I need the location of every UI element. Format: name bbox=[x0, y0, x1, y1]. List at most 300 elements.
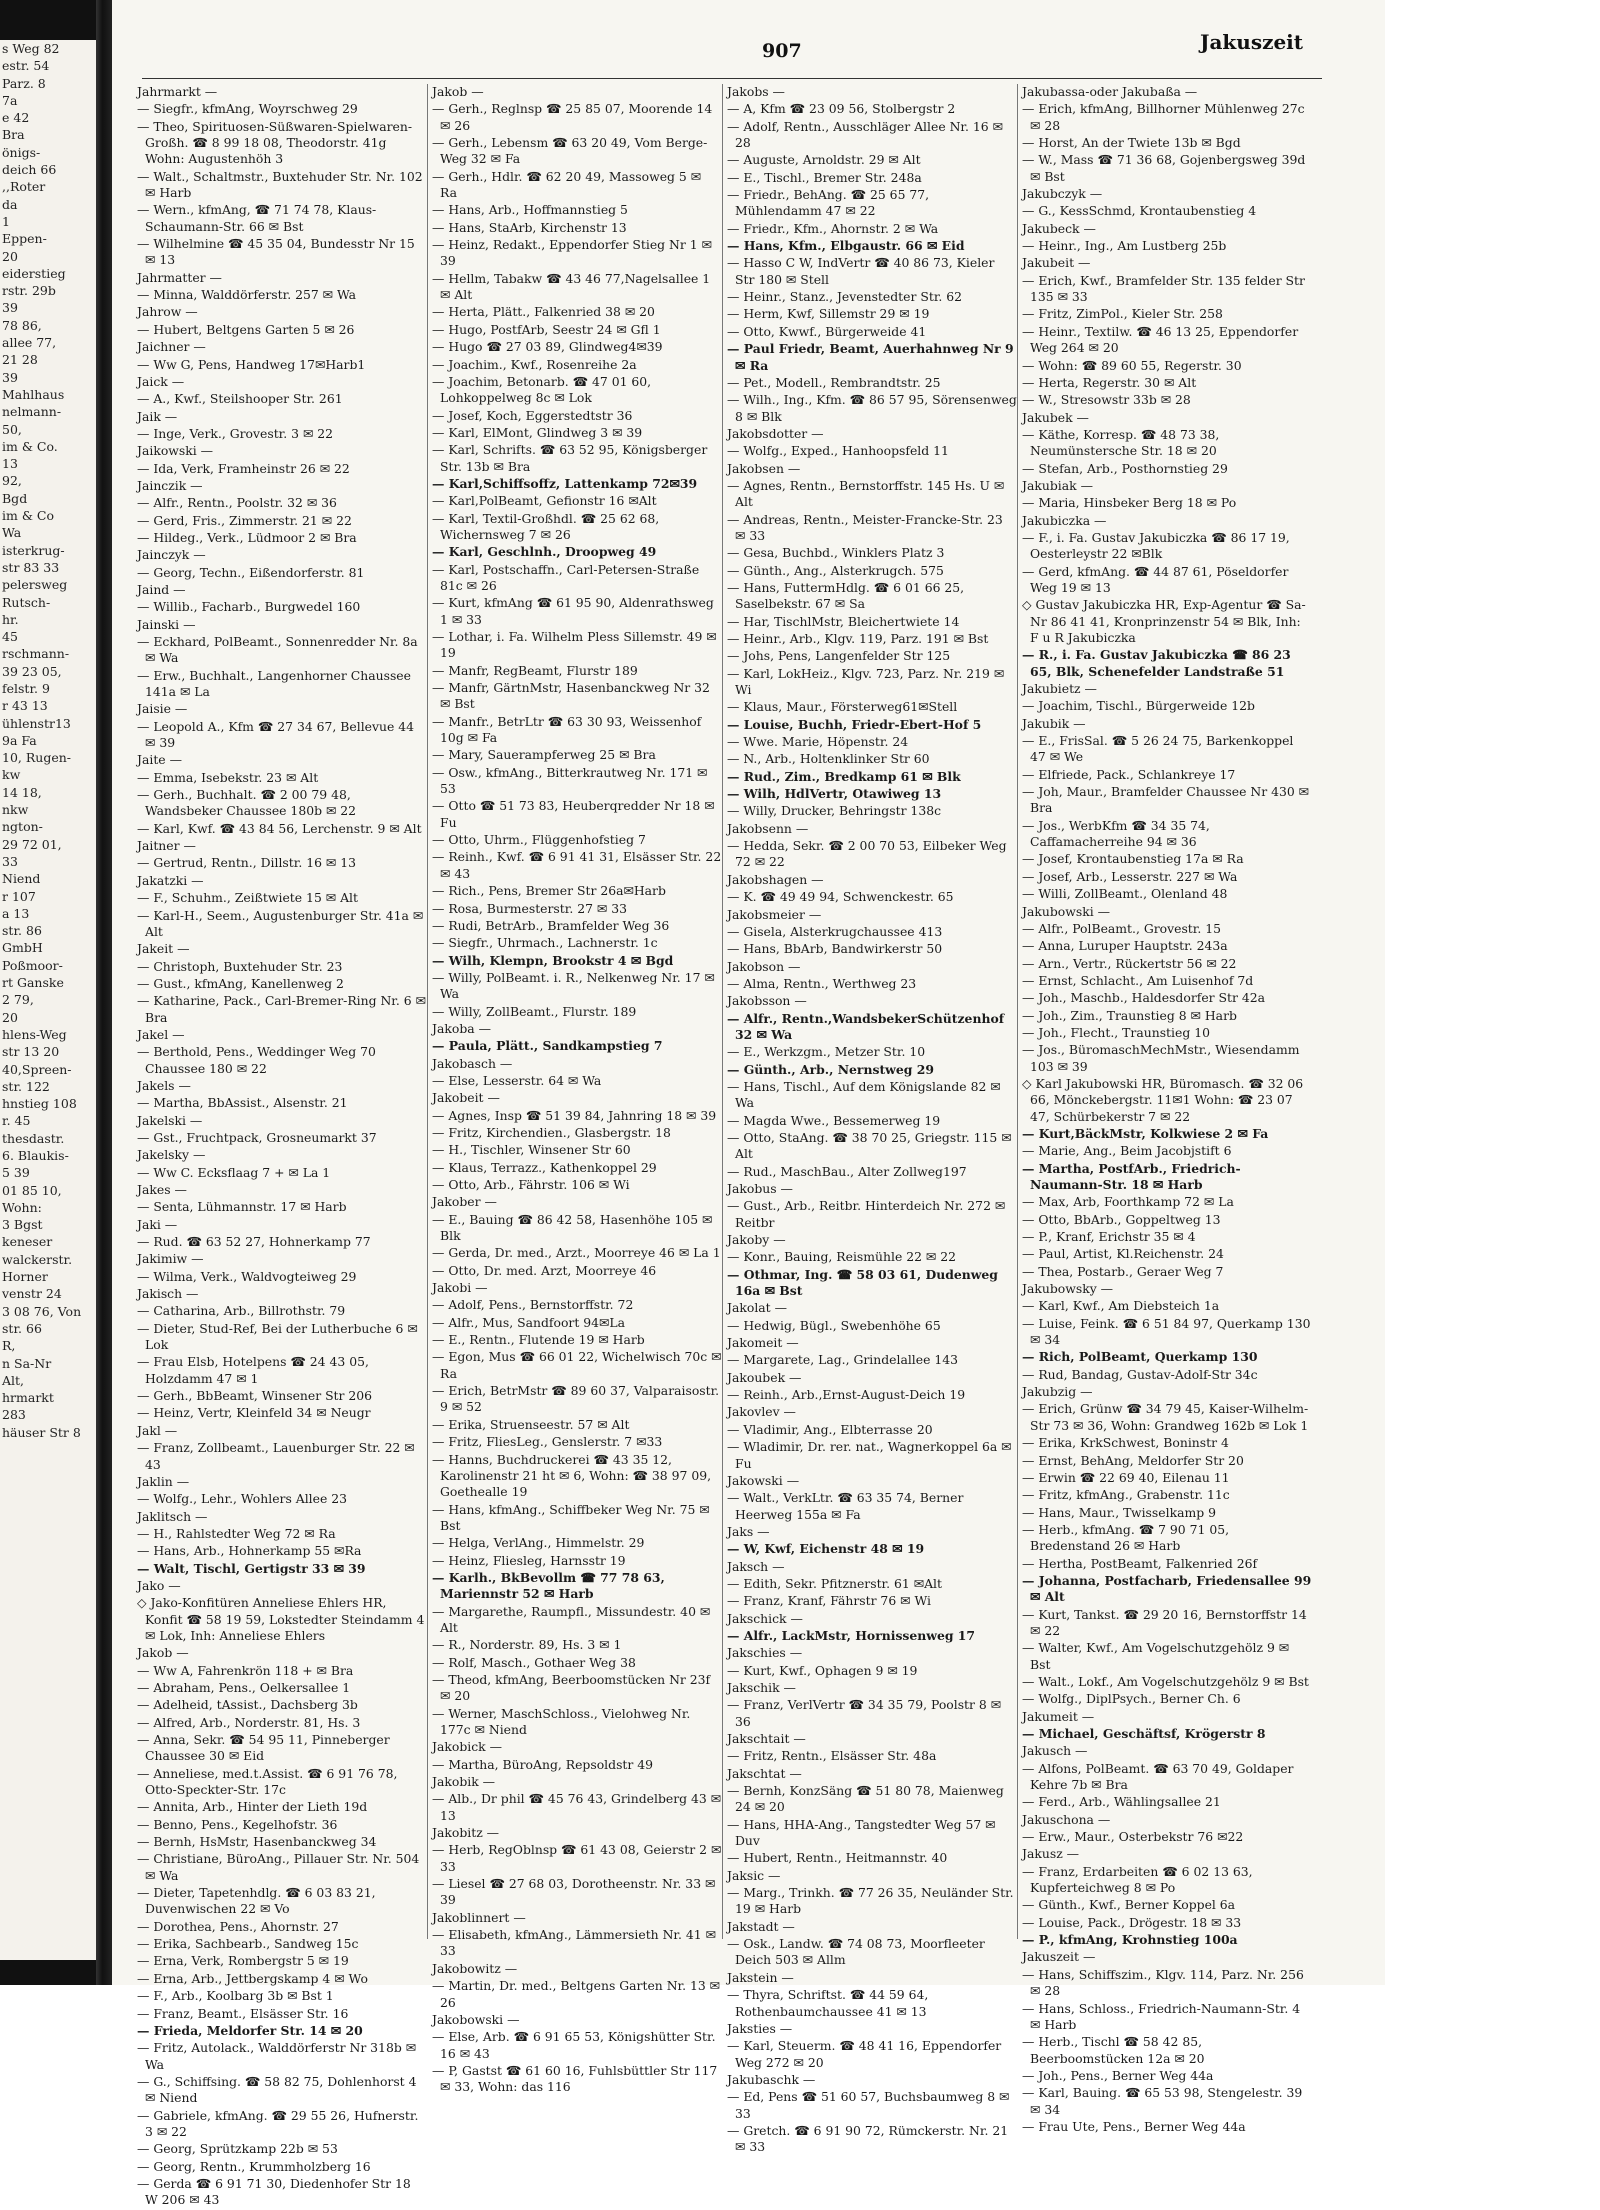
prev-page-fragment: ühlenstr13 bbox=[2, 715, 71, 731]
directory-entry: — Erika, Struenseestr. 57 ✉ Alt bbox=[432, 1416, 630, 1432]
directory-entry: — Johs, Pens, Langenfelder Str 125 bbox=[727, 648, 951, 664]
directory-entry: — Karl, Textil-Großhdl. ☎ 25 62 68, Wichernsweg 7 ✉ 26 bbox=[432, 510, 660, 542]
directory-entry: — Else, Arb. ☎ 6 91 65 53, Königshütter Str. 16 ✉ 43 bbox=[432, 2029, 716, 2061]
prev-page-fragment: r 107 bbox=[2, 888, 36, 904]
prev-page-fragment: Alt, bbox=[2, 1372, 25, 1388]
directory-entry: — Frau Elsb, Hotelpens ☎ 24 43 05, Holzdamm 47 ✉ 1 bbox=[137, 1354, 369, 1386]
directory-entry: — Hugo ☎ 27 03 89, Glindweg4✉39 bbox=[432, 339, 663, 355]
directory-entry: — Martin, Dr. med., Beltgens Garten Nr. 13 ✉ 26 bbox=[432, 1978, 721, 2010]
directory-entry: — Gerh., BbBeamt, Winsener Str 206 bbox=[137, 1388, 373, 1404]
surname-heading: Jaki — bbox=[137, 1216, 178, 1232]
directory-entry: — Alfr., LackMstr, Hornissenweg 17 bbox=[727, 1627, 976, 1643]
directory-entry: — Paul Friedr, Beamt, Auerhahnweg Nr 9 ✉ Ra bbox=[727, 341, 1014, 373]
directory-entry: — Willy, PolBeamt. i. R., Nelkenweg Nr. 17 ✉ Wa bbox=[432, 969, 715, 1002]
prev-page-fragment: 78 86, bbox=[2, 317, 42, 333]
directory-entry: — Wilhelmine ☎ 45 35 04, Bundesstr Nr 15 ✉ 13 bbox=[137, 236, 415, 268]
directory-entry: — Hans, HHA-Ang., Tangstedter Weg 57 ✉ Duv bbox=[727, 1816, 996, 1849]
directory-entry: — Alma, Rentn., Werthweg 23 bbox=[727, 975, 917, 991]
directory-entry: — Hanns, Buchdruckerei ☎ 43 35 12, Karolinenstr 21 ht ✉ 6, Wohn: ☎ 38 97 09, Goethealle 19 bbox=[432, 1451, 712, 1500]
prev-page-fragment: str 13 20 bbox=[2, 1044, 60, 1060]
surname-heading: Jakobsen — bbox=[727, 460, 801, 476]
directory-entry: — Rud. ☎ 63 52 27, Hohnerkamp 77 bbox=[137, 1234, 371, 1250]
surname-heading: Jakels — bbox=[137, 1077, 191, 1093]
surname-heading: Jakobs — bbox=[727, 84, 785, 99]
directory-entry: — Elisabeth, kfmAng., Lämmersieth Nr. 41 ✉ 33 bbox=[432, 1927, 716, 1959]
surname-heading: Jakoba — bbox=[432, 1020, 491, 1036]
directory-entry: — Liesel ☎ 27 68 03, Dorotheenstr. Nr. 33 ✉ 39 bbox=[432, 1876, 716, 1908]
directory-entry: — Fritz, Autolack., Walddörferstr Nr 318b ✉ Wa bbox=[137, 2040, 417, 2072]
surname-heading: Jakschick — bbox=[727, 1610, 803, 1626]
directory-entry: ◇ Jako-Konfitüren Anneliese Ehlers HR, Konfit ☎ 58 19 59, Lokstedter Steindamm 4 ✉ Lok, Inh: Anneliese Ehlers bbox=[137, 1595, 425, 1643]
directory-entry: — Dorothea, Pens., Ahornstr. 27 bbox=[137, 1918, 339, 1934]
column-divider bbox=[427, 84, 428, 1939]
directory-entry: — Christiane, BüroAng., Pillauer Str. Nr. 504 ✉ Wa bbox=[137, 1851, 420, 1883]
prev-page-fragment: ngton- bbox=[2, 819, 43, 835]
directory-entry: — Fritz, Kirchendien., Glasbergstr. 18 bbox=[432, 1124, 671, 1140]
directory-entry: — Gerh., Hdlr. ☎ 62 20 49, Massoweg 5 ✉ Ra bbox=[432, 168, 702, 201]
directory-entry: — Walt., VerkLtr. ☎ 63 35 74, Berner Heerweg 155a ✉ Fa bbox=[727, 1490, 964, 1522]
surname-heading: Jaitner — bbox=[137, 838, 196, 854]
surname-heading: Jakomeit — bbox=[727, 1335, 799, 1351]
prev-page-fragment: Horner bbox=[2, 1269, 48, 1285]
prev-page-fragment: 283 bbox=[2, 1407, 26, 1423]
directory-entry: — Otto, Uhrm., Flüggenhofstieg 7 bbox=[432, 832, 646, 848]
directory-entry: — Wilh, Klempn, Brookstr 4 ✉ Bgd bbox=[432, 952, 674, 968]
directory-entry: — G., Schiffsing. ☎ 58 82 75, Dohlenhorst 4 ✉ Niend bbox=[137, 2073, 417, 2106]
directory-entry: — K. ☎ 49 49 94, Schwenckestr. 65 bbox=[727, 889, 954, 905]
directory-entry: — Herb, RegOblnsp ☎ 61 43 08, Geierstr 2 ✉ 33 bbox=[432, 1842, 722, 1874]
prev-page-fragment: 45 bbox=[2, 629, 18, 645]
directory-entry: — Gerh., Reglnsp ☎ 25 85 07, Moorende 14 ✉ 26 bbox=[432, 101, 713, 133]
prev-page-fragment: im & Co. bbox=[2, 438, 58, 454]
prev-page-fragment: Niend bbox=[2, 871, 41, 887]
directory-entry: — Alfr., PolBeamt., Grovestr. 15 bbox=[1022, 920, 1221, 936]
directory-entry: — Gust., kfmAng, Kanellenweg 2 bbox=[137, 975, 344, 991]
directory-entry: — Karl, Steuerm. ☎ 48 41 16, Eppendorfer Weg 272 ✉ 20 bbox=[727, 2038, 1002, 2070]
surname-heading: Jakubaschk — bbox=[727, 2071, 816, 2087]
prev-page-fragment: 3 08 76, Von bbox=[2, 1303, 82, 1319]
surname-heading: Jakoby — bbox=[727, 1232, 786, 1248]
surname-heading: Jakeit — bbox=[137, 941, 190, 957]
directory-entry: — Gerd, kfmAng. ☎ 44 87 61, Pöseldorfer Weg 19 ✉ 13 bbox=[1022, 563, 1289, 595]
directory-entry: — Willi, ZollBeamt., Olenland 48 bbox=[1022, 886, 1228, 902]
directory-entry: — Hans, StaArb, Kirchenstr 13 bbox=[432, 219, 627, 235]
surname-heading: Jakimiw — bbox=[137, 1251, 204, 1267]
directory-entry: — Bernh, KonzSäng ☎ 51 80 78, Maienweg 24 ✉ 20 bbox=[727, 1783, 1004, 1815]
surname-heading: Jakubek — bbox=[1022, 409, 1089, 425]
surname-heading: Jakubik — bbox=[1022, 715, 1086, 731]
directory-entry: — Joh., Pens., Berner Weg 44a bbox=[1022, 2067, 1214, 2083]
directory-entry: — Christoph, Buxtehuder Str. 23 bbox=[137, 958, 343, 974]
directory-entry: — Ernst, BehAng, Meldorfer Str 20 bbox=[1022, 1452, 1244, 1468]
header-rule bbox=[142, 78, 1322, 79]
directory-entry: — Maria, Hinsbeker Berg 18 ✉ Po bbox=[1022, 495, 1237, 511]
surname-heading: Jahrow — bbox=[137, 304, 198, 320]
prev-page-fragment: str. 86 bbox=[2, 923, 42, 939]
surname-heading: Jakobshagen — bbox=[727, 871, 824, 887]
prev-page-fragment: deich 66 bbox=[2, 162, 57, 178]
directory-entry: — Erna, Verk, Rombergstr 5 ✉ 19 bbox=[137, 1953, 349, 1969]
directory-entry: — Rolf, Masch., Gothaer Weg 38 bbox=[432, 1654, 636, 1670]
directory-entry: — Karl, Bauing. ☎ 65 53 98, Stengelestr. 39 ✉ 34 bbox=[1022, 2085, 1303, 2117]
surname-heading: Jakubczyk — bbox=[1022, 186, 1103, 202]
directory-entry: — Franz, VerlVertr ☎ 34 35 79, Poolstr 8 ✉ 36 bbox=[727, 1697, 1002, 1729]
surname-heading: Jakob — bbox=[432, 84, 484, 99]
surname-heading: Jakubowsky — bbox=[1022, 1281, 1114, 1297]
prev-page-fragment: 39 23 05, bbox=[2, 663, 62, 679]
surname-heading: Jakoblinnert — bbox=[432, 1909, 526, 1925]
prev-page-fragment: hrmarkt bbox=[2, 1390, 54, 1406]
directory-entry: — Wolfg., DiplPsych., Berner Ch. 6 bbox=[1022, 1691, 1241, 1707]
surname-heading: Jakolat — bbox=[727, 1300, 787, 1316]
surname-heading: Jakobus — bbox=[727, 1181, 793, 1196]
directory-entry: — Hedda, Sekr. ☎ 2 00 70 53, Eilbeker Weg 72 ✉ 22 bbox=[727, 838, 1007, 870]
directory-entry: — Osk., Landw. ☎ 74 08 73, Moorfleeter Deich 503 ✉ Allm bbox=[727, 1936, 985, 1968]
prev-page-fragment: 6. Blaukis- bbox=[2, 1148, 69, 1163]
directory-entry: — Thyra, Schriftst. ☎ 44 59 64, Rothenbaumchaussee 41 ✉ 13 bbox=[727, 1987, 929, 2019]
surname-heading: Jakobsson — bbox=[727, 993, 807, 1009]
directory-entry: — Bernh, HsMstr, Hasenbanckweg 34 bbox=[137, 1834, 377, 1850]
directory-entry: — Wern., kfmAng, ☎ 71 74 78, Klaus-Schaumann-Str. 66 ✉ Bst bbox=[137, 202, 377, 234]
directory-entry: — Hans, Arb., Hoffmannstieg 5 bbox=[432, 202, 628, 218]
directory-entry: — W, Kwf, Eichenstr 48 ✉ 19 bbox=[727, 1541, 925, 1557]
surname-heading: Jaik — bbox=[137, 408, 178, 424]
directory-entry: — Rudi, BetrArb., Bramfelder Weg 36 bbox=[432, 917, 670, 933]
directory-entry: — Alfr., Mus, Sandfoort 94✉La bbox=[432, 1314, 626, 1330]
prev-page-fragment: 50, bbox=[2, 421, 22, 437]
directory-entry: — Erich, Kwf., Bramfelder Str. 135 felder Str 135 ✉ 33 bbox=[1022, 272, 1305, 305]
surname-heading: Jakschtat — bbox=[727, 1765, 802, 1781]
directory-entry: — Franz, Zollbeamt., Lauenburger Str. 22 ✉ 43 bbox=[137, 1440, 415, 1472]
previous-page-fragment bbox=[0, 40, 96, 1960]
surname-heading: Jakobasch — bbox=[432, 1055, 513, 1071]
directory-entry: — Herb., Tischl ☎ 58 42 85, Beerboomstücken 12a ✉ 20 bbox=[1022, 2034, 1205, 2066]
directory-entry: — E., FrisSal. ☎ 5 26 24 75, Barkenkoppel 47 ✉ We bbox=[1022, 733, 1294, 765]
surname-heading: Jakobsmeier — bbox=[727, 906, 822, 922]
surname-heading: Jaksch — bbox=[727, 1558, 785, 1574]
prev-page-fragment: pelersweg bbox=[2, 577, 68, 593]
prev-page-fragment: R, bbox=[2, 1338, 16, 1354]
directory-entry: — Vladimir, Ang., Elbterrasse 20 bbox=[727, 1421, 933, 1437]
directory-entry: — Fritz, ZimPol., Kieler Str. 258 bbox=[1022, 306, 1223, 322]
prev-page-fragment: Eppen- bbox=[2, 231, 47, 247]
surname-heading: Jakstadt — bbox=[727, 1918, 795, 1934]
directory-entry: — Georg, Rentn., Krummholzberg 16 bbox=[137, 2158, 371, 2174]
directory-entry: — Elfriede, Pack., Schlankreye 17 bbox=[1022, 766, 1236, 782]
book-gutter bbox=[96, 0, 112, 1985]
prev-page-fragment: im & Co bbox=[2, 508, 55, 524]
directory-entry: — Theo, Spirituosen-Süßwaren-Spielwaren-Großh. ☎ 8 99 18 08, Theodorstr. 41g Wohn: Augustenhöh 3 bbox=[137, 118, 413, 167]
surname-heading: Jakob — bbox=[137, 1645, 189, 1661]
directory-entry: — Agnes, Rentn., Bernstorffstr. 145 Hs. U ✉ Alt bbox=[727, 477, 1005, 510]
directory-entry: — Siegfr., kfmAng, Woyrschweg 29 bbox=[137, 101, 358, 117]
prev-page-fragment: 2 79, bbox=[2, 992, 34, 1008]
directory-entry: — Agnes, Insp ☎ 51 39 84, Jahnring 18 ✉ 39 bbox=[432, 1107, 717, 1123]
directory-entry: — E., Werkzgm., Metzer Str. 10 bbox=[727, 1044, 926, 1060]
directory-entry: — Anna, Luruper Hauptstr. 243a bbox=[1022, 938, 1228, 954]
prev-page-fragment: rstr. 29b bbox=[2, 283, 56, 299]
directory-entry: — Joachim, Betonarb. ☎ 47 01 60, Lohkoppelweg 8c ✉ Lok bbox=[432, 373, 652, 406]
surname-heading: Jakobik — bbox=[432, 1774, 496, 1790]
directory-entry: — Jos., BüromaschMechMstr., Wiesendamm 103 ✉ 39 bbox=[1022, 1042, 1300, 1074]
directory-entry: — Karlh., BkBevollm ☎ 77 78 63, Mariennstr 52 ✉ Harb bbox=[432, 1569, 665, 1602]
directory-entry: — Herta, Plätt., Falkenried 38 ✉ 20 bbox=[432, 304, 655, 320]
surname-heading: Jakubietz — bbox=[1022, 681, 1097, 697]
directory-entry: — E., Rentn., Flutende 19 ✉ Harb bbox=[432, 1332, 645, 1348]
directory-entry: — Otto, Dr. med. Arzt, Moorreye 46 bbox=[432, 1262, 657, 1278]
directory-entry: — Emma, Isebekstr. 23 ✉ Alt bbox=[137, 769, 319, 785]
surname-heading: Jainczyk — bbox=[137, 547, 206, 563]
directory-entry: — Hans, Arb., Hohnerkamp 55 ✉Ra bbox=[137, 1543, 362, 1559]
surname-heading: Jaick — bbox=[137, 373, 185, 389]
surname-heading: Jaksic — bbox=[727, 1867, 781, 1883]
directory-entry: — Joachim, Tischl., Bürgerweide 12b bbox=[1022, 698, 1255, 714]
directory-entry: — Stefan, Arb., Posthornstieg 29 bbox=[1022, 460, 1228, 476]
prev-page-fragment: n Sa-Nr bbox=[2, 1355, 52, 1371]
surname-heading: Jakuschona — bbox=[1022, 1811, 1111, 1827]
surname-heading: Jakes — bbox=[137, 1182, 187, 1197]
prev-page-fragment: 92, bbox=[2, 473, 22, 489]
directory-entry: — Rud., MaschBau., Alter Zollweg197 bbox=[727, 1163, 967, 1179]
prev-page-fragment: e 42 bbox=[2, 110, 30, 126]
directory-entry: — Louise, Buchh, Friedr-Ebert-Hof 5 bbox=[727, 716, 982, 732]
directory-entry: — Karl-H., Seem., Augustenburger Str. 41a ✉ Alt bbox=[137, 907, 424, 939]
directory-entry: — Benno, Pens., Kegelhofstr. 36 bbox=[137, 1816, 338, 1832]
directory-entry: — Joh, Maur., Bramfelder Chaussee Nr 430 ✉ Bra bbox=[1022, 784, 1310, 816]
directory-entry: — G., KessSchmd, Krontaubenstieg 4 bbox=[1022, 203, 1257, 219]
directory-entry: — Siegfr., Uhrmach., Lachnerstr. 1c bbox=[432, 935, 658, 951]
directory-entry: — Gust., Arb., Reitbr. Hinterdeich Nr. 272 ✉ Reitbr bbox=[727, 1198, 1006, 1230]
directory-entry: — Herta, Regerstr. 30 ✉ Alt bbox=[1022, 374, 1197, 390]
prev-page-fragment: str. 66 bbox=[2, 1320, 42, 1336]
directory-entry: — Martha, BbAssist., Alsenstr. 21 bbox=[137, 1095, 348, 1111]
prev-page-fragment: kw bbox=[2, 767, 21, 783]
directory-entry: — N., Arb., Holtenklinker Str 60 bbox=[727, 751, 930, 767]
directory-entry: — Reinh., Kwf. ☎ 6 91 41 31, Elsässer Str. 22 ✉ 43 bbox=[432, 849, 722, 881]
directory-entry: — Herb., kfmAng. ☎ 7 90 71 05, Bredenstand 26 ✉ Harb bbox=[1022, 1521, 1230, 1554]
prev-page-fragment: r. 45 bbox=[2, 1113, 31, 1129]
directory-entry: — Helga, VerlAng., Himmelstr. 29 bbox=[432, 1535, 645, 1551]
directory-entry: — Manfr., BetrLtr ☎ 63 30 93, Weissenhof 10g ✉ Fa bbox=[432, 713, 702, 746]
surname-heading: Jakl — bbox=[137, 1422, 178, 1438]
directory-entry: — Jos., WerbKfm ☎ 34 35 74, Caffamacherreihe 94 ✉ 36 bbox=[1022, 817, 1210, 850]
prev-page-fragment: walckerstr. bbox=[2, 1251, 73, 1267]
prev-page-fragment: 7a bbox=[2, 92, 18, 108]
directory-entry: — Ida, Verk, Framheinstr 26 ✉ 22 bbox=[137, 460, 350, 476]
directory-entry: — Karl,Schiffsoffz, Lattenkamp 72✉39 bbox=[432, 475, 698, 491]
directory-entry: — Joachim., Kwf., Rosenreihe 2a bbox=[432, 356, 637, 372]
directory-entry: — Alfred, Arb., Norderstr. 81, Hs. 3 bbox=[137, 1714, 361, 1730]
prev-page-fragment: eiderstieg bbox=[2, 265, 66, 281]
column-divider bbox=[722, 84, 723, 1939]
surname-heading: Jakober — bbox=[432, 1194, 497, 1210]
directory-entry: — Pet., Modell., Rembrandtstr. 25 bbox=[727, 374, 941, 390]
prev-page-fragment: str. 122 bbox=[2, 1078, 50, 1094]
prev-page-fragment: 9a Fa bbox=[2, 732, 37, 748]
surname-heading: Jaind — bbox=[137, 581, 186, 597]
directory-entry: — Fritz, Rentn., Elsässer Str. 48a bbox=[727, 1748, 937, 1764]
directory-entry: — W., Stresowstr 33b ✉ 28 bbox=[1022, 392, 1191, 408]
directory-entry: — Walt, Tischl, Gertigstr 33 ✉ 39 bbox=[137, 1560, 366, 1576]
surname-heading: Jakobitz — bbox=[432, 1825, 500, 1841]
directory-entry: — Manfr, GärtnMstr, Hasenbanckweg Nr 32 ✉ Bst bbox=[432, 680, 710, 712]
directory-entry: — Else, Lesserstr. 64 ✉ Wa bbox=[432, 1072, 602, 1088]
directory-entry: — Hans, kfmAng., Schiffbeker Weg Nr. 75 ✉ Bst bbox=[432, 1501, 710, 1533]
directory-entry: — Dieter, Tapetenhdlg. ☎ 6 03 83 21, Duvenwischen 22 ✉ Vo bbox=[137, 1885, 376, 1917]
prev-page-fragment: Parz. 8 bbox=[2, 75, 46, 91]
surname-heading: Jakobick — bbox=[432, 1739, 502, 1755]
directory-entry: — Osw., kfmAng., Bitterkrautweg Nr. 171 ✉ 53 bbox=[432, 764, 708, 797]
directory-entry: — Günth., Ang., Alsterkrugch. 575 bbox=[727, 562, 944, 578]
directory-entry: — Joh., Zim., Traunstieg 8 ✉ Harb bbox=[1022, 1007, 1237, 1023]
directory-entry: — Hans, Schloss., Friedrich-Naumann-Str. 4 ✉ Harb bbox=[1022, 2000, 1301, 2032]
directory-entry: — Gerd, Fris., Zimmerstr. 21 ✉ 22 bbox=[137, 512, 352, 528]
surname-heading: Jakatzki — bbox=[137, 872, 204, 888]
directory-entry: — Josef, Arb., Lesserstr. 227 ✉ Wa bbox=[1022, 868, 1238, 884]
directory-entry: — Ferd., Arb., Wählingsallee 21 bbox=[1022, 1794, 1221, 1810]
prev-page-fragment: thesdastr. bbox=[2, 1130, 65, 1146]
prev-page-fragment: 33 bbox=[2, 853, 18, 869]
directory-entry: — Har, TischlMstr, Bleichertwiete 14 bbox=[727, 613, 960, 629]
directory-entry: — Gerh., Buchhalt. ☎ 2 00 79 48, Wandsbeker Chaussee 180b ✉ 22 bbox=[137, 787, 357, 819]
prev-page-fragment: 40,Spreen- bbox=[2, 1061, 72, 1077]
prev-page-fragment: GmbH bbox=[2, 940, 43, 956]
directory-entry: — Manfr, RegBeamt, Flurstr 189 bbox=[432, 662, 638, 678]
directory-entry: — Marie, Ang., Beim Jacobjstift 6 bbox=[1022, 1143, 1232, 1159]
directory-entry: — F., Schuhm., Zeißtwiete 15 ✉ Alt bbox=[137, 890, 358, 906]
directory-entry: — Andreas, Rentn., Meister-Francke-Str. 23 ✉ 33 bbox=[727, 511, 1003, 543]
directory-entry: — Hildeg., Verk., Lüdmoor 2 ✉ Bra bbox=[137, 529, 357, 545]
prev-page-fragment: venstr 24 bbox=[2, 1286, 62, 1302]
directory-entry: — Ed, Pens ☎ 51 60 57, Buchsbaumweg 8 ✉ 33 bbox=[727, 2089, 1010, 2121]
directory-entry: — Reinh., Arb.,Ernst-August-Deich 19 bbox=[727, 1387, 966, 1403]
prev-page-fragment: 3 Bgst bbox=[2, 1217, 43, 1233]
directory-entry: — Ww G, Pens, Handweg 17✉Harb1 bbox=[137, 356, 366, 372]
directory-entry: — Alfr., Rentn.,WandsbekerSchützenhof 32 ✉ Wa bbox=[727, 1010, 1005, 1042]
directory-entry: — Wilma, Verk., Waldvogteiweg 29 bbox=[137, 1268, 357, 1284]
surname-heading: Jakubassa-oder Jakubaßa — bbox=[1022, 84, 1198, 99]
surname-heading: Jakobowitz — bbox=[432, 1960, 518, 1976]
prev-page-fragment: 20 bbox=[2, 1009, 18, 1025]
prev-page-fragment: 14 18, bbox=[2, 784, 42, 800]
surname-heading: Jaklin — bbox=[137, 1473, 190, 1489]
directory-entry: — Max, Arb, Foorthkamp 72 ✉ La bbox=[1022, 1194, 1234, 1210]
surname-heading: Jaichner — bbox=[137, 339, 206, 355]
directory-entry: — Hans, Tischl., Auf dem Königslande 82 ✉ Wa bbox=[727, 1078, 1001, 1111]
directory-entry: — Rud., Zim., Bredkamp 61 ✉ Blk bbox=[727, 768, 961, 784]
directory-entry: — Wwe. Marie, Höpenstr. 24 bbox=[727, 734, 909, 750]
directory-entry: — Willib., Facharb., Burgwedel 160 bbox=[137, 599, 361, 615]
directory-entry: — Alb., Dr phil ☎ 45 76 43, Grindelberg 43 ✉ 13 bbox=[432, 1791, 722, 1823]
directory-entry: — Gesa, Buchbd., Winklers Platz 3 bbox=[727, 545, 945, 561]
directory-entry: — Hans, FuttermHdlg. ☎ 6 01 66 25, Saselbekstr. 67 ✉ Sa bbox=[727, 579, 965, 612]
directory-entry: — Kurt,BäckMstr, Kolkwiese 2 ✉ Fa bbox=[1022, 1125, 1269, 1141]
directory-entry: — Mary, Sauerampferweg 25 ✉ Bra bbox=[432, 747, 656, 763]
directory-entry: — Hugo, PostfArb, Seestr 24 ✉ Gfl 1 bbox=[432, 321, 661, 337]
directory-entry: — Wohn: ☎ 89 60 55, Regerstr. 30 bbox=[1022, 357, 1242, 373]
surname-heading: Jakobi — bbox=[432, 1280, 488, 1296]
directory-entry: — Wilh, HdlVertr, Otawiweg 13 bbox=[727, 786, 942, 802]
directory-entry: — Gertrud, Rentn., Dillstr. 16 ✉ 13 bbox=[137, 855, 356, 871]
directory-entry: — Otto, StaAng. ☎ 38 70 25, Griegstr. 115 ✉ Alt bbox=[727, 1129, 1012, 1162]
directory-entry: — E., Tischl., Bremer Str. 248a bbox=[727, 169, 922, 185]
directory-entry: — Erich, BetrMstr ☎ 89 60 37, Valparaisostr. 9 ✉ 52 bbox=[432, 1383, 720, 1415]
directory-entry: — Erwin ☎ 22 69 40, Eilenau 11 bbox=[1022, 1469, 1230, 1485]
directory-entry: — H., Rahlstedter Weg 72 ✉ Ra bbox=[137, 1525, 336, 1541]
prev-page-fragment: nkw bbox=[2, 802, 29, 818]
surname-heading: Jakobson — bbox=[727, 958, 801, 974]
directory-column-3 bbox=[727, 84, 1017, 2157]
prev-page-fragment: 13 bbox=[2, 456, 18, 472]
directory-entry: — Otto, Kwwf., Bürgerweide 41 bbox=[727, 323, 927, 339]
directory-entry: — Herm, Kwf, Sillemstr 29 ✉ 19 bbox=[727, 306, 930, 322]
directory-entry: — Adolf, Rentn., Ausschläger Allee Nr. 16 ✉ 28 bbox=[727, 118, 1003, 151]
directory-entry: — Inge, Verk., Grovestr. 3 ✉ 22 bbox=[137, 425, 334, 441]
directory-entry: — Wilh., Ing., Kfm. ☎ 86 57 95, Sörensenweg 8 ✉ Blk bbox=[727, 392, 1017, 424]
surname-heading: Jakubiak — bbox=[1022, 477, 1093, 493]
prev-page-fragment: Poßmoor- bbox=[2, 957, 63, 973]
prev-page-fragment: häuser Str 8 bbox=[2, 1424, 81, 1440]
surname-heading: Jaisie — bbox=[137, 701, 188, 717]
directory-entry: — Franz, Beamt., Elsässer Str. 16 bbox=[137, 2005, 349, 2021]
surname-heading: Jakuszeit — bbox=[1022, 1949, 1096, 1965]
directory-entry: — Willy, Drucker, Behringstr 138c bbox=[727, 803, 942, 819]
directory-entry: — Erw., Maur., Osterbekstr 76 ✉22 bbox=[1022, 1829, 1244, 1845]
directory-entry: — R., i. Fa. Gustav Jakubiczka ☎ 86 23 65, Blk, Schenefelder Landstraße 51 bbox=[1022, 647, 1291, 679]
prev-page-fragment: önigs- bbox=[2, 144, 41, 160]
surname-heading: Jakobsdotter — bbox=[727, 425, 824, 441]
column-divider bbox=[1017, 84, 1018, 1939]
directory-entry: — Hellm, Tabakw ☎ 43 46 77,Nagelsallee 1 ✉ Alt bbox=[432, 270, 711, 303]
prev-page-fragment: hlens-Weg bbox=[2, 1026, 67, 1042]
prev-page-fragment: felstr. 9 bbox=[2, 680, 50, 696]
directory-entry: — Marg., Trinkh. ☎ 77 26 35, Neuländer Str. 19 ✉ Harb bbox=[727, 1885, 1014, 1917]
surname-heading: Jakstein — bbox=[727, 1969, 794, 1985]
directory-entry: — A, Kfm ☎ 23 09 56, Stolbergstr 2 bbox=[727, 101, 956, 117]
directory-entry: — Lothar, i. Fa. Wilhelm Pless Sillemstr. 49 ✉ 19 bbox=[432, 629, 717, 661]
surname-heading: Jainski — bbox=[137, 616, 196, 632]
directory-entry: — Louise, Pack., Drögestr. 18 ✉ 33 bbox=[1022, 1914, 1242, 1930]
prev-page-fragment: s Weg 82 bbox=[2, 41, 60, 56]
directory-entry: — W., Mass ☎ 71 36 68, Gojenbergsweg 39d ✉ Bst bbox=[1022, 152, 1306, 184]
surname-heading: Jahrmarkt — bbox=[137, 84, 218, 99]
surname-heading: Jakelski — bbox=[137, 1112, 203, 1128]
directory-entry: — Erich, kfmAng, Billhorner Mühlenweg 27c ✉ 28 bbox=[1022, 101, 1305, 133]
surname-heading: Jaksties — bbox=[727, 2020, 793, 2036]
directory-entry: — Gabriele, kfmAng. ☎ 29 55 26, Hufnerstr. 3 ✉ 22 bbox=[137, 2107, 419, 2139]
prev-page-fragment: 1 bbox=[2, 213, 10, 229]
surname-heading: Jakschtait — bbox=[727, 1731, 806, 1746]
surname-heading: Jaite — bbox=[137, 752, 182, 768]
directory-page bbox=[112, 0, 1385, 2208]
prev-page-fragment: rschmann- bbox=[2, 646, 70, 662]
directory-entry: — Franz, Erdarbeiten ☎ 6 02 13 63, Kupferteichweg 8 ✉ Po bbox=[1022, 1863, 1253, 1896]
directory-entry: — Edith, Sekr. Pfitznerstr. 61 ✉Alt bbox=[727, 1575, 942, 1591]
directory-entry: — Kurt, kfmAng ☎ 61 95 90, Aldenrathsweg 1 ✉ 33 bbox=[432, 595, 714, 627]
directory-entry: — Senta, Lühmannstr. 17 ✉ Harb bbox=[137, 1199, 347, 1215]
directory-entry: — Fritz, kfmAng., Grabenstr. 11c bbox=[1022, 1487, 1230, 1503]
directory-entry: — Kurt, Kwf., Ophagen 9 ✉ 19 bbox=[727, 1662, 918, 1678]
directory-entry: — Karl, Kwf. ☎ 43 84 56, Lerchenstr. 9 ✉ Alt bbox=[137, 820, 422, 836]
directory-column-1 bbox=[137, 84, 427, 2210]
directory-entry: — Auguste, Arnoldstr. 29 ✉ Alt bbox=[727, 152, 921, 168]
directory-entry: — Heinz, Fliesleg, Harnsstr 19 bbox=[432, 1552, 626, 1568]
directory-entry: — Karl, Schrifts. ☎ 63 52 95, Königsberger Str. 13b ✉ Bra bbox=[432, 442, 708, 474]
directory-entry: — A., Kwf., Steilshooper Str. 261 bbox=[137, 391, 343, 407]
surname-heading: Jakel — bbox=[137, 1026, 185, 1042]
directory-entry: — Erw., Buchhalt., Langenhorner Chaussee 141a ✉ La bbox=[137, 667, 411, 700]
directory-entry: — Karl, Postschaffn., Carl-Petersen-Straße 81c ✉ 26 bbox=[432, 561, 700, 593]
